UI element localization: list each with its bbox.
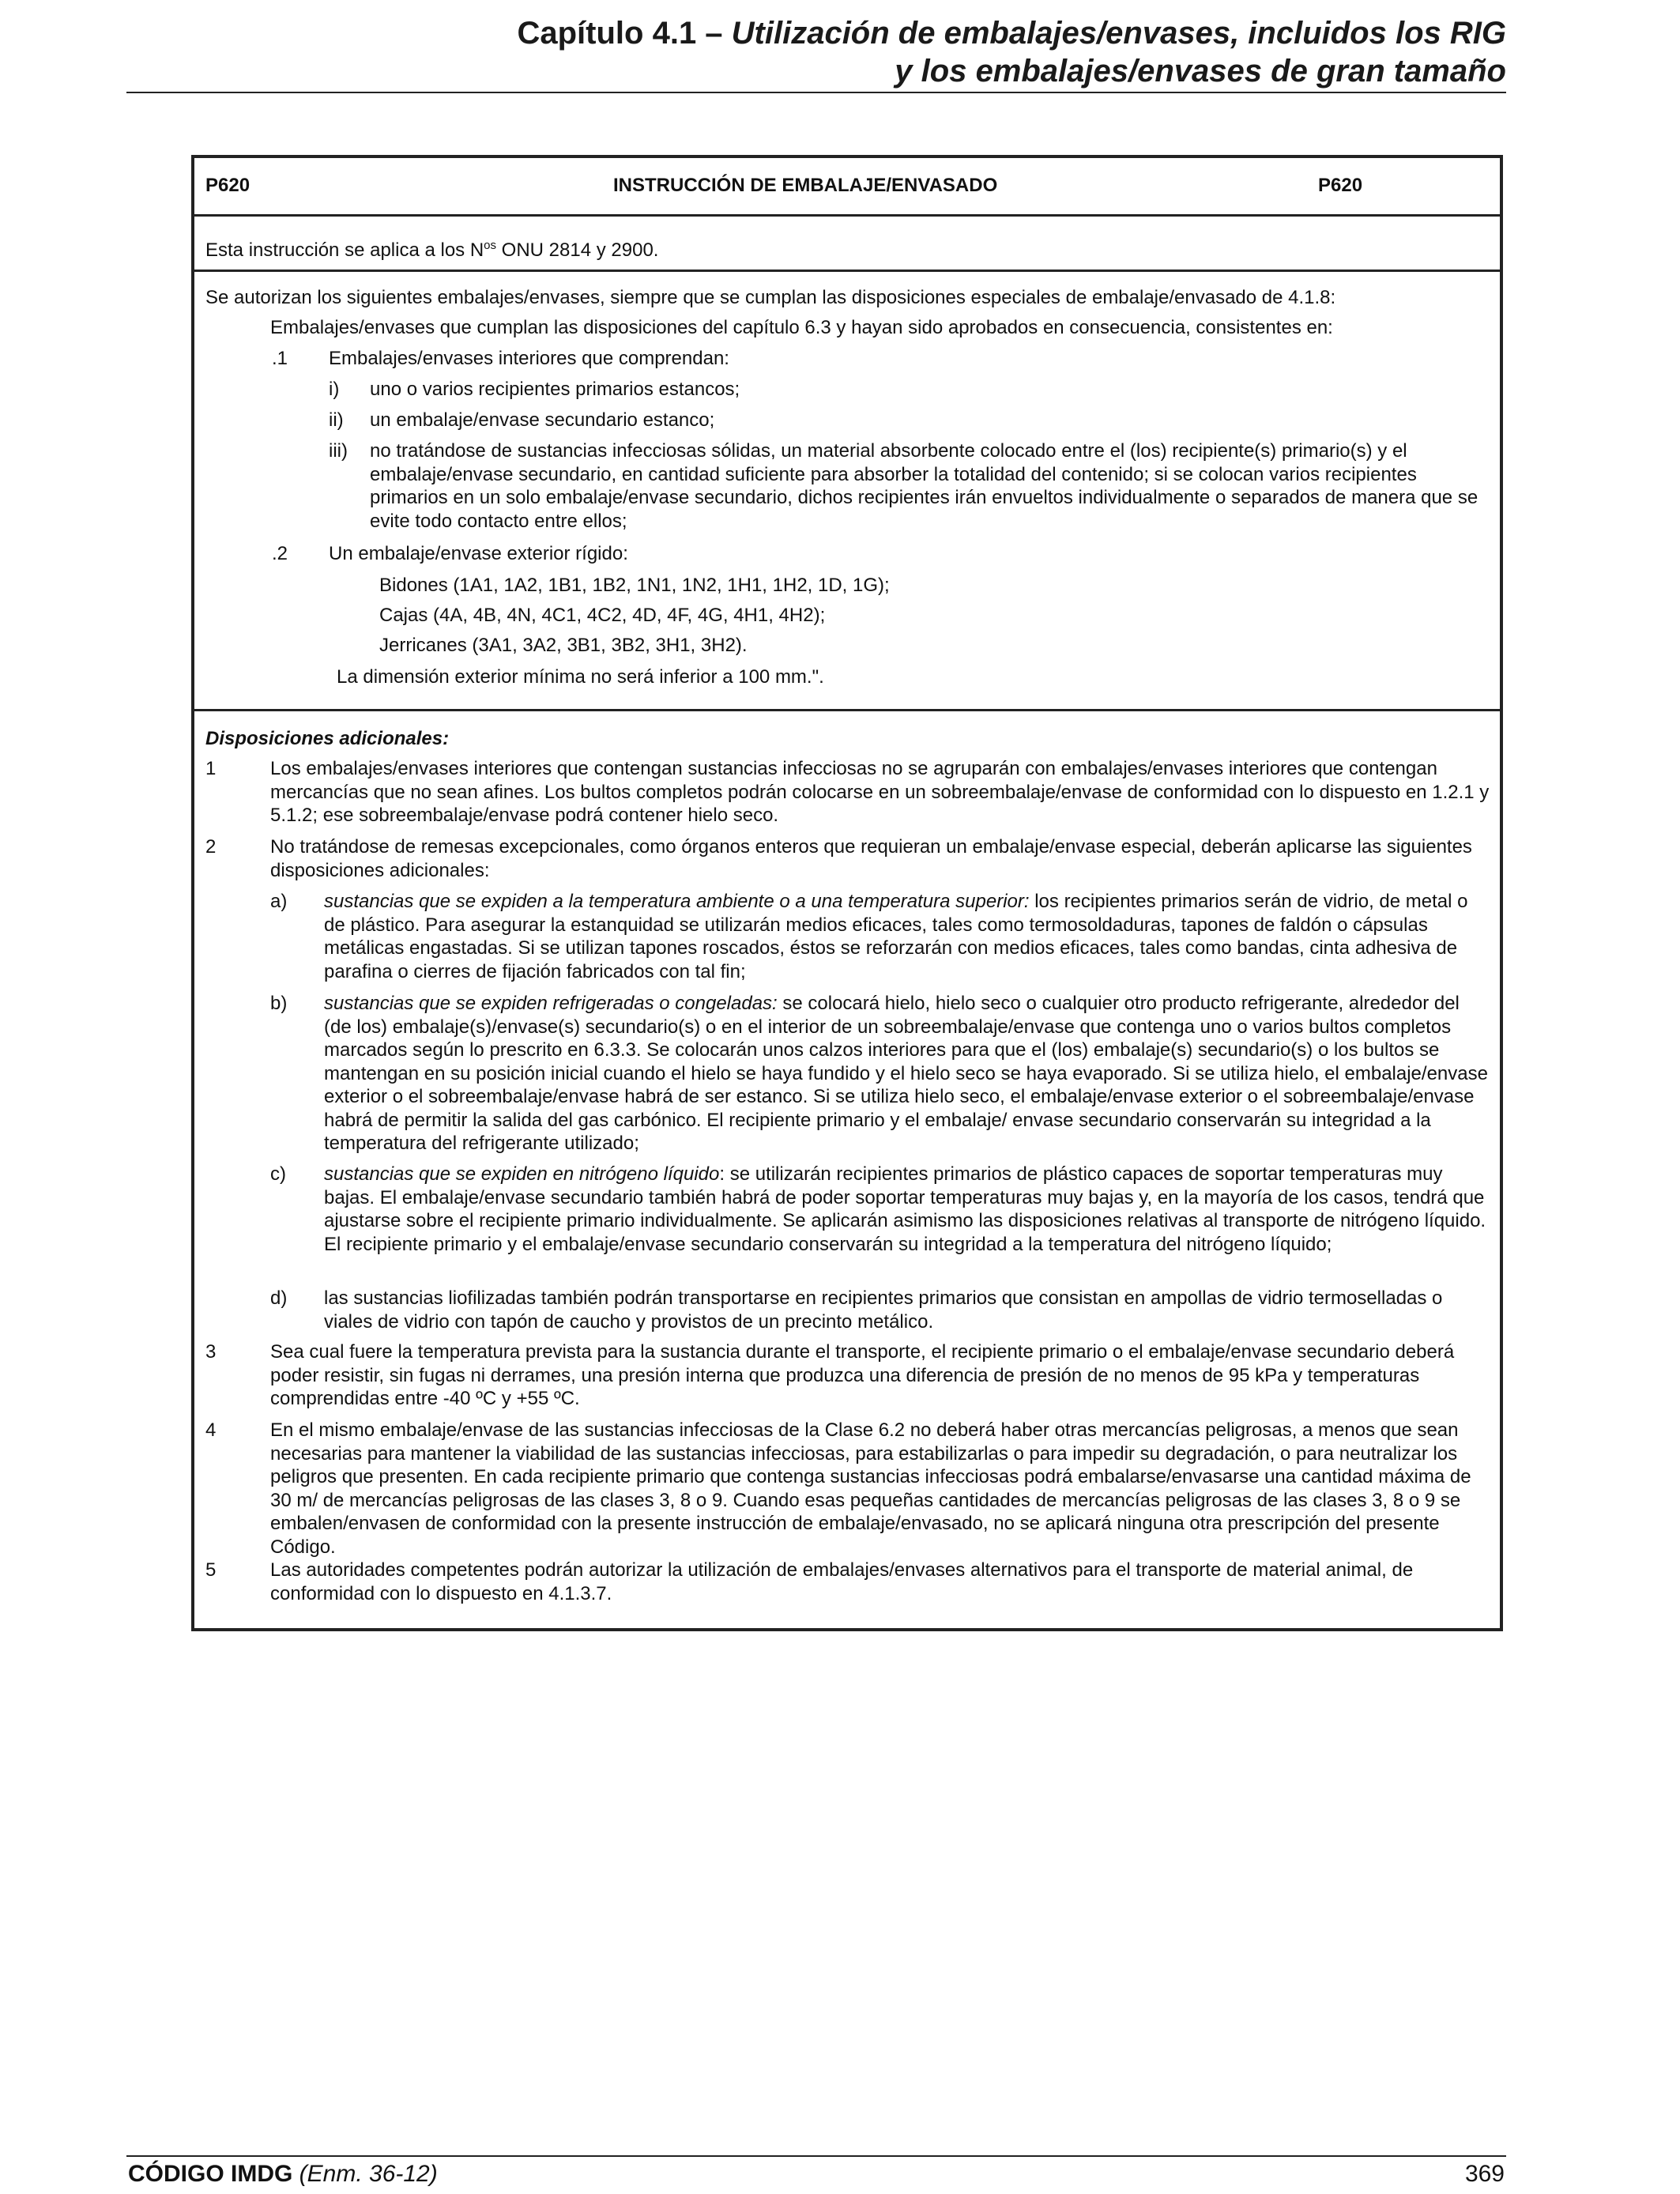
sub-iii-number: iii) (329, 440, 348, 462)
minimum-dimension: La dimensión exterior mínima no será inferior a 100 mm.". (337, 666, 824, 688)
boxes-codes: Cajas (4A, 4B, 4N, 4C1, 4C2, 4D, 4F, 4G, 4H1, 4H2); (379, 605, 826, 626)
item-2-text: Un embalaje/envase exterior rígido: (329, 543, 628, 564)
header-divider (126, 92, 1506, 93)
drums-codes: Bidones (1A1, 1A2, 1B1, 1B2, 1N1, 1N2, 1H1, 1H2, 1D, 1G); (379, 575, 890, 596)
provision-3-text: Sea cual fuere la temperatura prevista para la sustancia durante el transporte, el recipiente primario o el embalaje/envase secundario deberá poder resistir, sin fugas ni derrames, una presión interna que produzca una diferencia de presión de no menos de 95 kPa y temperaturas comprendidas entre -40 ºC y +55 ºC. (270, 1341, 1455, 1409)
provision-2b-number: b) (270, 993, 288, 1014)
provision-4-text: En el mismo embalaje/envase de las sustancias infecciosas de la Clase 6.2 no deberá haber otras mercancías peligrosas, a menos que sean necesarias para mantener la viabilidad de las sustancias infecciosas, para estabilizarlas o para impedir su degradación, o para neutralizar los peligros que presenten. En cada recipiente primario que contenga sustancias infecciosas podrá embalarse/envasarse una cantidad máxima de 30 m/ de mercancías peligrosas de las clases 3, 8 o 9. Cuando esas pequeñas cantidades de mercancías peligrosas de las clases 3, 8 o 9 se embalen/envasen de conformidad con la presente instrucción de embalaje/envasado, no se aplicará ninguna otra prescripción del presente Código. (270, 1419, 1471, 1558)
chapter-title-line2: y los embalajes/envases de gran tamaño (895, 54, 1506, 89)
provision-2-number: 2 (205, 836, 217, 858)
item-2-number: .2 (272, 543, 288, 564)
applicability-row (194, 217, 1500, 272)
provision-2b-text: sustancias que se expiden refrigeradas o congeladas: se colocará hielo, hielo seco o cualquier otro producto refrigerante, alrededor del (de los) embalaje(s)/envase(s) secundario(s) o en el interior de un sobreembalaje/envase que contenga uno o varios bultos completos marcados según lo prescrito en 6.3.3. Se colocarán unos calzos interiores para que el (los) embalaje(s) secundario(s) o los bultos se mantengan en su posición inicial cuando el hielo se haya fundido y el hielo seco se haya evaporado. Si se utiliza hielo, el embalaje/envase exterior o el sobreembalaje/envase habrá de ser estanco. Si se utiliza hielo seco, el embalaje/envase exterior o el sobreembalaje/envase habrá de permitir la salida del gas carbónico. El recipiente primario y el embalaje/ envase secundario conservarán su integridad a la temperatura del refrigerante utilizado; (324, 993, 1488, 1154)
provision-2a-number: a) (270, 891, 288, 912)
sub-i-number: i) (329, 379, 340, 400)
instruction-heading: INSTRUCCIÓN DE EMBALAJE/ENVASADO (613, 175, 998, 196)
sub-ii-number: ii) (329, 409, 344, 431)
page-number: 369 (1464, 2161, 1505, 2187)
applicability-text: Esta instrucción se aplica a los $N^{os}$ ONU 2814 y 2900. (205, 239, 659, 261)
sub-ii-text: un embalaje/envase secundario estanco; (370, 409, 715, 431)
footer-code: CÓDIGO IMDG (Enm. 36-12) (128, 2161, 438, 2187)
provision-2a-text: sustancias que se expiden a la temperatura ambiente o a una temperatura superior: los recipientes primarios serán de vidrio, de metal o de plástico. Para asegurar la estanquidad se utilizarán medios eficaces, tales como termosoldaduras, tapones de faldón o cápsulas metálicas engastadas. Si se utilizan tapones roscados, éstos se reforzarán con medios eficaces, tales como bandas, cinta adhesiva de parafina o cierres de fijación fabricados con tal fin; (324, 891, 1468, 982)
authorized-intro: Se autorizan los siguientes embalajes/envases, siempre que se cumplan las disposiciones especiales de embalaje/envasado de 4.1.8: (205, 287, 1336, 308)
jerricans-codes: Jerricanes (3A1, 3A2, 3B1, 3B2, 3H1, 3H2). (379, 635, 748, 656)
compliant-packagings: Embalajes/envases que cumplan las disposiciones del capítulo 6.3 y hayan sido aprobados en consecuencia, consistentes en: (270, 317, 1333, 338)
provision-2d-text: las sustancias liofilizadas también podrán transportarse en recipientes primarios que consistan en ampollas de vidrio termoselladas o viales de vidrio con tapón de caucho y provistos de un precinto metálico. (324, 1287, 1443, 1333)
provision-2d-number: d) (270, 1287, 288, 1309)
packing-instruction-table (191, 155, 1503, 1631)
sub-iii-text: no tratándose de sustancias infecciosas sólidas, un material absorbente colocado entre el (los) recipiente(s) primario(s) y el embalaje/envase secundario, en cantidad suficiente para absorber la totalidad del contenido; si se colocan varios recipientes primarios en un solo embalaje/envase secundario, dichos recipientes irán envueltos individualmente o separados de manera que se evite todo contacto entre ellos; (370, 440, 1478, 532)
footer-divider (126, 2155, 1506, 2157)
chapter-title: Utilización de embalajes/envases, incluidos los RIG (731, 16, 1506, 51)
provision-3-number: 3 (205, 1341, 217, 1363)
instruction-code-left: P620 (205, 175, 250, 196)
provision-5-number: 5 (205, 1559, 217, 1581)
provision-1-number: 1 (205, 758, 217, 779)
item-1-number: .1 (272, 348, 288, 369)
footer-edition: (Enm. 36-12) (299, 2161, 438, 2187)
provision-2-text: No tratándose de remesas excepcionales, como órganos enteros que requieran un embalaje/envase especial, deberán aplicarse las siguientes disposiciones adicionales: (270, 836, 1472, 881)
additional-provisions-row (194, 711, 1500, 1631)
provision-2c-number: c) (270, 1163, 286, 1185)
item-1-text: Embalajes/envases interiores que comprendan: (329, 348, 729, 369)
chapter-number: Capítulo 4.1 – (517, 16, 732, 51)
instruction-header-row (194, 158, 1500, 217)
additional-provisions-heading: Disposiciones adicionales: (205, 728, 450, 749)
provision-5-text: Las autoridades competentes podrán autorizar la utilización de embalajes/envases alternativos para el transporte de material animal, de conformidad con lo dispuesto en 4.1.3.7. (270, 1559, 1414, 1604)
provision-4-number: 4 (205, 1419, 217, 1441)
provision-2c-text: sustancias que se expiden en nitrógeno líquido: se utilizarán recipientes primarios de plástico capaces de soportar temperaturas muy bajas. El embalaje/envase secundario también habrá de poder soportar temperaturas muy bajas y, en la mayoría de los casos, tendrá que ajustarse sobre el recipiente primario individualmente. Se aplicarán asimismo las disposiciones relativas al transporte de nitrógeno líquido. El recipiente primario y el embalaje/envase secundario conservarán su integridad a la temperatura del nitrógeno líquido; (324, 1163, 1486, 1255)
instruction-code-right: P620 (1318, 175, 1363, 196)
sub-i-text: uno o varios recipientes primarios estancos; (370, 379, 740, 400)
authorized-packagings-row (194, 272, 1500, 711)
chapter-title-line1 (517, 14, 1506, 52)
chapter-header (517, 14, 1506, 90)
provision-1-text: Los embalajes/envases interiores que contengan sustancias infecciosas no se agruparán con embalajes/envases interiores que contengan mercancías que no sean afines. Los bultos completos podrán colocarse en un sobreembalaje/envase de conformidad con lo dispuesto en 1.2.1 y 5.1.2; ese sobreembalaje/envase podrá contener hielo seco. (270, 758, 1490, 826)
